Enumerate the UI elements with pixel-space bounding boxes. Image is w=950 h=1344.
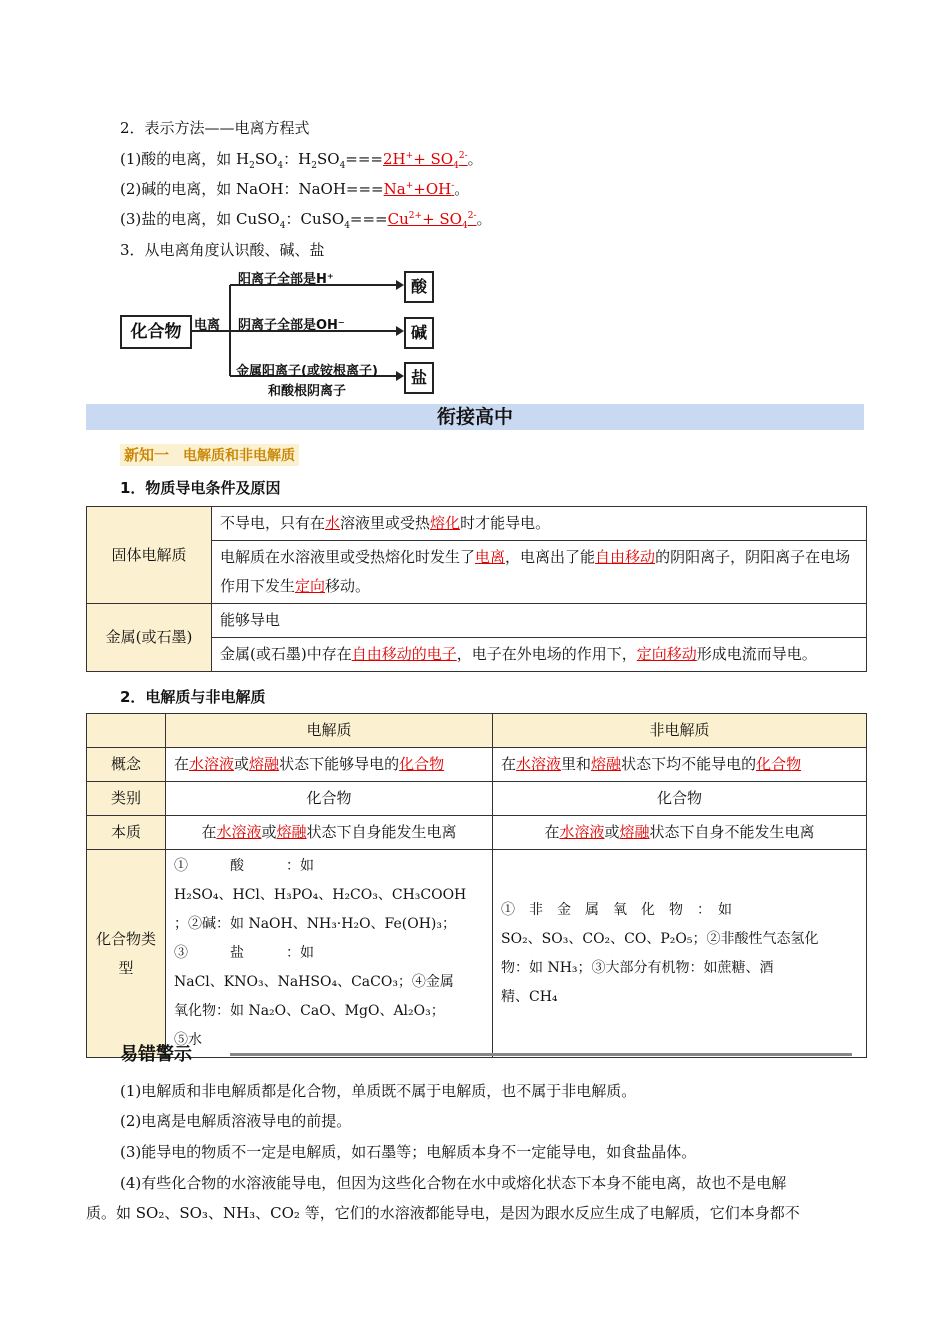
col-nonelectrolyte: 非电解质	[493, 714, 867, 748]
corner-cell	[87, 714, 166, 748]
compound-box: 化合物	[120, 315, 192, 349]
heading-ionization-method: 2．表示方法——电离方程式	[120, 119, 310, 137]
essence-nonelectrolyte: 在水溶液或熔融状态下自身不能发生电离	[493, 816, 867, 850]
new-knowledge-title: 电解质和非电解质	[183, 448, 296, 464]
branch-salt-label-b: 和酸根阴离子	[268, 384, 347, 399]
warning-p4b: 质。如 SO₂、SO₃、NH₃、CO₂ 等，它们的水溶液都能导电，是因为跟水反应生成了电解质，它们本身都不	[86, 1204, 800, 1222]
branch-salt-label-a: 金属阳离子(或铵根离子)	[236, 364, 378, 379]
section2-heading: 2．电解质与非电解质	[120, 688, 266, 706]
salt-box: 盐	[404, 362, 434, 394]
table-row	[87, 714, 867, 748]
acid-answer: $2H^++ SO_4^{2-}$	[383, 150, 468, 171]
section1-heading: 1．物质导电条件及原因	[120, 479, 281, 497]
row-category: 类别	[87, 782, 166, 816]
solid-electrolyte-head: 固体电解质	[87, 507, 212, 604]
type-electrolyte: ① 酸 ：如 H₂SO₄、HCl、H₃PO₄、H₂CO₃、CH₃COOH ；②碱：如 NaOH、NH₃·H₂O、Fe(OH)₃； ③ 盐 ：如 NaCl、KNO₃、NaHSO₄、CaCO₃；④金属 氧化物：如 Na₂O、CaO、MgO、Al₂O₃； ⑤水	[166, 850, 493, 1058]
heading-acid-base-salt: 3．从电离角度认识酸、碱、盐	[120, 241, 325, 259]
essence-electrolyte: 在水溶液或熔融状态下自身能发生电离	[166, 816, 493, 850]
warning-divider	[230, 1053, 852, 1056]
metal-head: 金属(或石墨)	[87, 604, 212, 672]
new-knowledge-label: 新知一	[124, 446, 170, 464]
solid-row1: 不导电，只有在水溶液里或受热熔化时才能导电。	[212, 507, 867, 541]
table-row	[87, 782, 867, 816]
conductivity-table	[86, 506, 867, 672]
row-essence: 本质	[87, 816, 166, 850]
metal-row1: 能够导电	[212, 604, 867, 638]
warning-p4a: (4)有些化合物的水溶液能导电，但因为这些化合物在水中或熔化状态下本身不能电离，故也不是电解	[120, 1174, 787, 1192]
classification-diagram	[118, 268, 438, 398]
table-row	[87, 507, 867, 541]
salt-answer: $Cu^{2+}+ SO_4^{2-}$	[387, 210, 477, 231]
base-box: 碱	[404, 317, 434, 349]
col-electrolyte: 电解质	[166, 714, 493, 748]
warning-p3: (3)能导电的物质不一定是电解质，如石墨等；电解质本身不一定能导电，如食盐晶体。	[120, 1143, 697, 1161]
category-electrolyte: 化合物	[166, 782, 493, 816]
concept-nonelectrolyte: 在水溶液里和熔融状态下均不能导电的化合物	[493, 748, 867, 782]
concept-electrolyte: 在水溶液或熔融状态下能够导电的化合物	[166, 748, 493, 782]
branch-base-label: 阴离子全部是OH⁻	[238, 318, 345, 333]
ionize-label: 电离	[194, 318, 221, 333]
row-concept: 概念	[87, 748, 166, 782]
salt-ionization-line: (3)盐的电离，如 CuSO$_4$：$CuSO_4===Cu^{2+}+ SO_4^{2-}$。	[120, 210, 492, 231]
table-row	[87, 604, 867, 638]
electrolyte-comparison-table	[86, 713, 867, 1058]
section-banner: 衔接高中	[86, 404, 864, 430]
category-nonelectrolyte: 化合物	[493, 782, 867, 816]
branch-acid-label: 阳离子全部是H⁺	[238, 272, 334, 287]
table-row	[87, 748, 867, 782]
acid-ionization-line: (1)酸的电离，如 $H_2SO_4$：$H_2SO_4===2H^++ SO_4^{2-}$。	[120, 150, 483, 171]
warning-p1: (1)电解质和非电解质都是化合物，单质既不属于电解质，也不属于非电解质。	[120, 1082, 637, 1100]
solid-row2: 电解质在水溶液里或受热熔化时发生了电离，电离出了能自由移动的阴阳离子，阴阳离子在电场作用下发生定向移动。	[212, 541, 867, 604]
warning-p2: (2)电离是电解质溶液导电的前提。	[120, 1112, 352, 1130]
acid-box: 酸	[404, 271, 434, 303]
metal-row2: 金属(或石墨)中存在自由移动的电子，电子在外电场的作用下，定向移动形成电流而导电。	[212, 638, 867, 672]
base-ionization-line: (2)碱的电离，如 NaOH：NaOH===Na++OH-。	[120, 180, 470, 198]
table-row	[87, 816, 867, 850]
table-row	[87, 850, 867, 1058]
warning-title: 易错警示	[120, 1044, 192, 1065]
row-compound-type: 化合物类型	[87, 850, 166, 1058]
type-nonelectrolyte: ① 非 金 属 氧 化 物 ： 如 SO₂、SO₃、CO₂、CO、P₂O₅；②非酸性气态氢化 物：如 NH₃；③大部分有机物：如蔗糖、酒 精、CH₄	[493, 850, 867, 1058]
base-answer: Na++OH-	[383, 180, 455, 198]
new-knowledge-tag	[120, 444, 299, 466]
